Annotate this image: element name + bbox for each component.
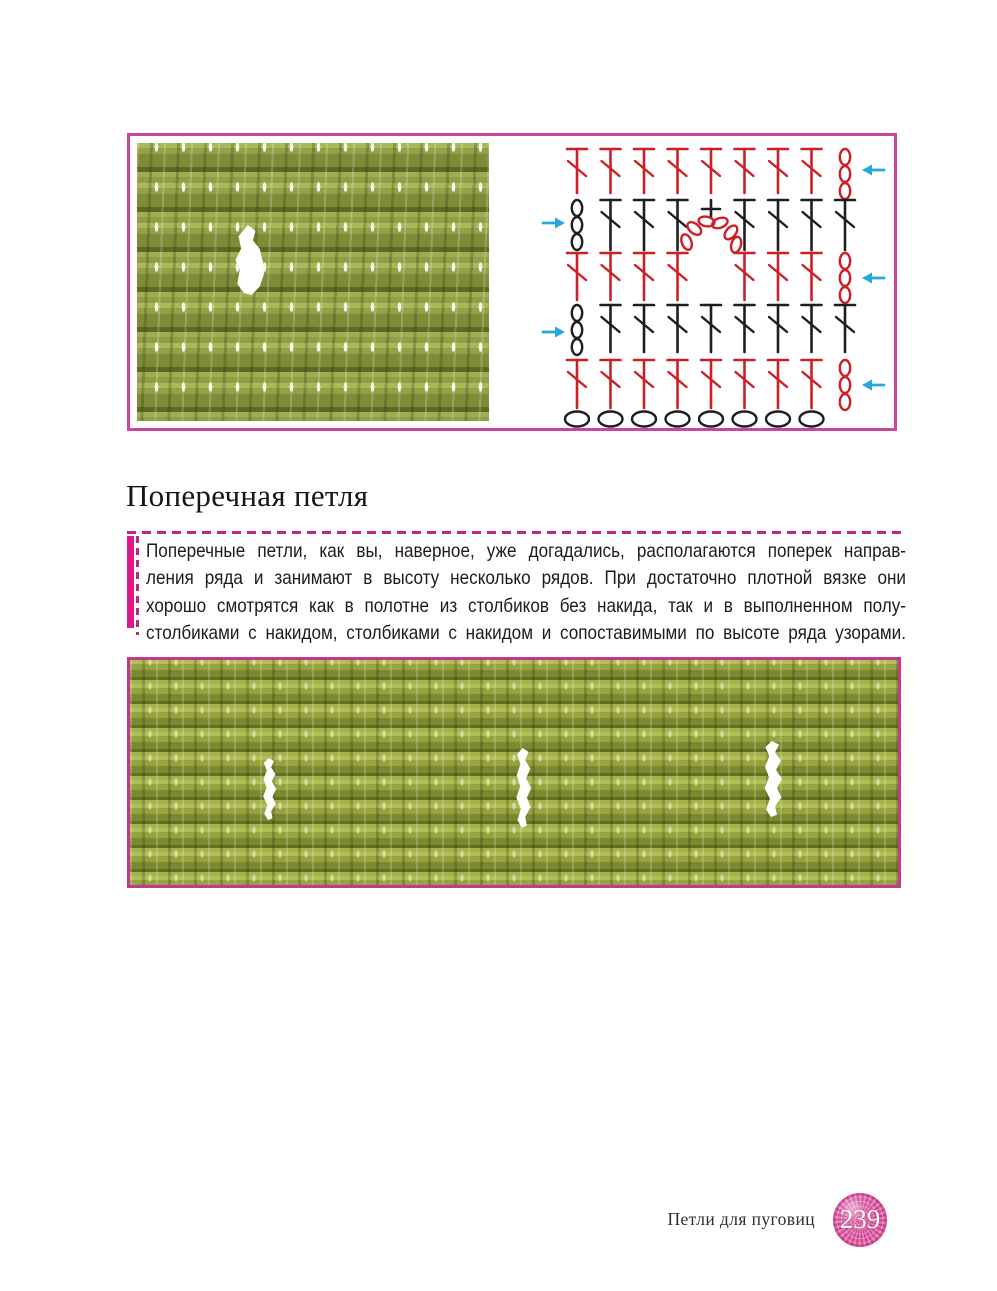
dashed-rule-left <box>136 536 139 635</box>
page-number: 239 <box>839 1204 881 1234</box>
page-number-badge <box>833 1193 887 1247</box>
diagram-row-2 <box>543 305 855 355</box>
diagram-foundation <box>565 412 824 427</box>
buttonhole-opening <box>233 225 264 295</box>
running-footer-label: Петли для пуговиц <box>667 1209 815 1229</box>
tip-line-2: ления ряда и занимают в высоту несколько рядов. При достаточно плотной вязке они <box>146 567 907 590</box>
figure-top-frame <box>127 133 897 431</box>
diagram-row-4 <box>543 200 855 254</box>
diagram-row-1 <box>567 360 884 410</box>
tip-line-4: столбиками с накидом, столбиками с накидом и сопоставимыми по высоте ряда узорами. <box>146 622 907 645</box>
diagram-row-3 <box>567 253 884 303</box>
dashed-rule-top <box>127 531 905 534</box>
stitch-diagram <box>535 140 893 428</box>
photo-button-band <box>127 657 901 888</box>
tip-line-1: Поперечные петли, как вы, наверное, уже догадались, располагаются поперек направ- <box>146 540 907 562</box>
tip-block <box>146 538 906 648</box>
section-heading: Поперечная петля <box>126 478 369 513</box>
buttonhole-opening-3 <box>763 741 783 817</box>
accent-bar <box>127 536 134 628</box>
diagram-row-5 <box>567 149 884 199</box>
photo-buttonhole-swatch <box>137 143 489 421</box>
buttonhole-opening-2 <box>515 748 532 828</box>
buttonhole-opening-1 <box>262 758 277 820</box>
tip-text <box>146 538 906 648</box>
page-footer <box>667 1192 887 1247</box>
tip-line-3: хорошо смотрятся как в полотне из столбиков без накида, так и в выполненном полу- <box>146 594 907 617</box>
